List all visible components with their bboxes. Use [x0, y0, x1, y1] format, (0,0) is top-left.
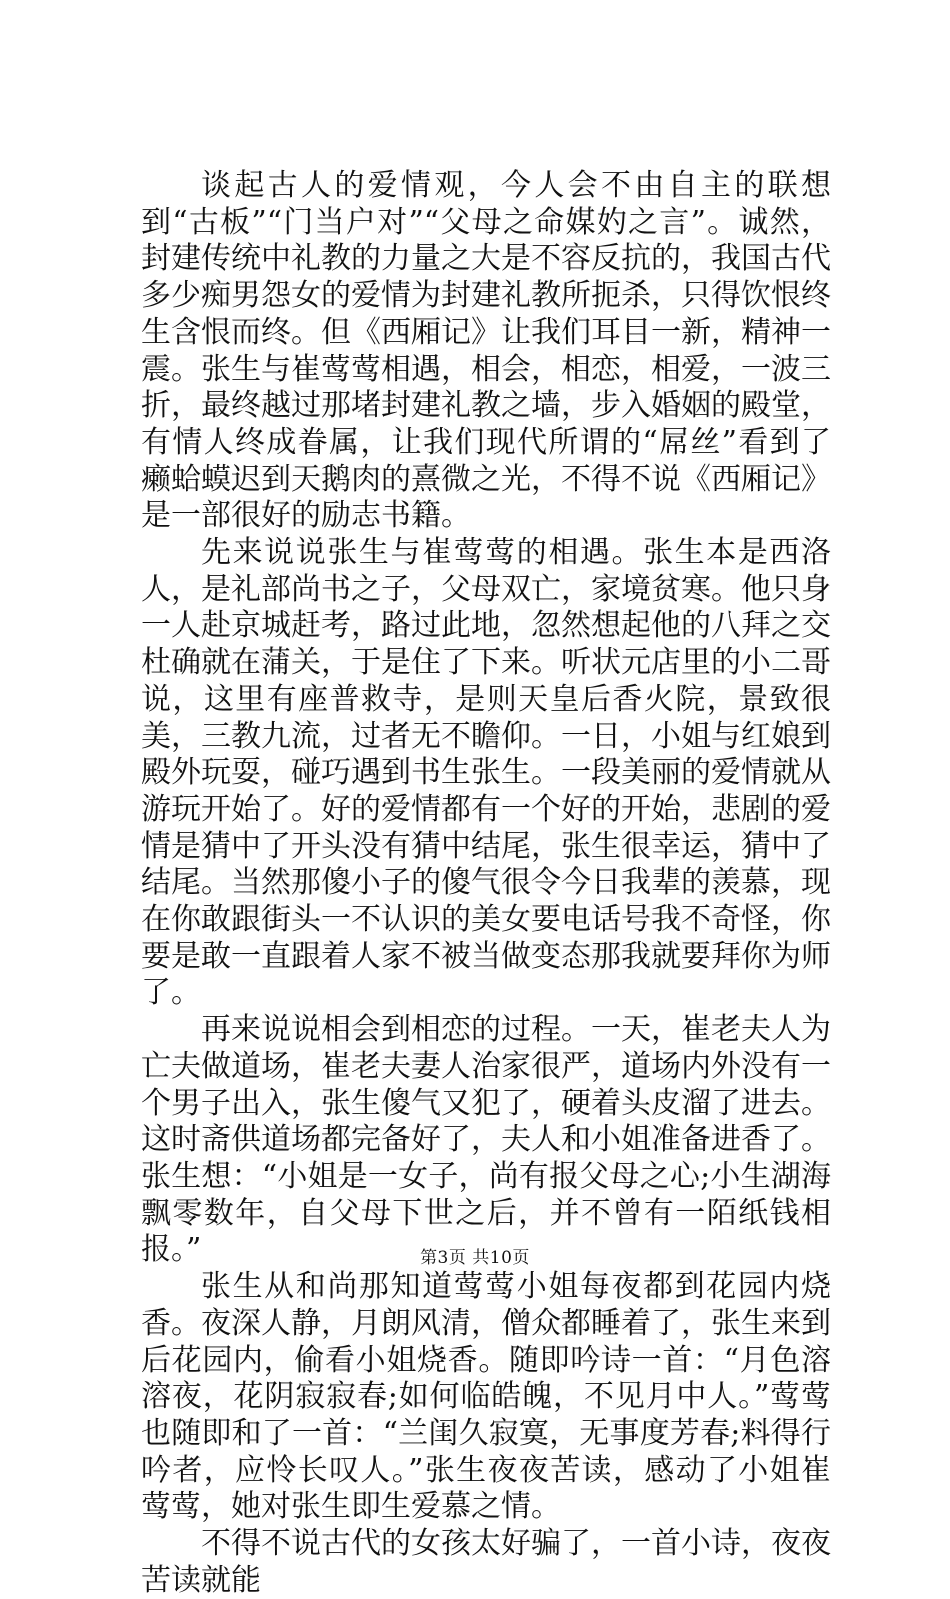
paragraph-intro: 谈起古人的爱情观，今人会不由自主的联想到“古板”“门当户对”“父母之命媒妁之言”。诚然，封建传统中礼教的力量之大是不容反抗的，我国古代多少痴男怨女的爱情为封建礼教所扼杀，只得饮恨终生含恨而终。但《西厢记》让我们耳目一新，精神一震。张生与崔莺莺相遇，相会，相恋，相爱，一波三折，最终越过那堵封建礼教之墙，步入婚姻的殿堂，有情人终成眷属，让我们现代所谓的“屌丝”看到了癞蛤蟆迟到天鹅肉的熹微之光，不得不说《西厢记》是一部很好的励志书籍。: [141, 168, 831, 534]
paragraph-comment: 不得不说古代的女孩太好骗了，一首小诗，夜夜苦读就能: [141, 1526, 831, 1598]
page-number-footer: 第3页 共10页: [420, 1248, 530, 1268]
paragraph-poems: 张生从和尚那知道莺莺小姐每夜都到花园内烧香。夜深人静，月朗风清，僧众都睡着了，张生来到后花园内，偷看小姐烧香。随即吟诗一首：“月色溶溶夜，花阴寂寂春;如何临皓魄，不见月中人。”莺莺也随即和了一首：“兰闺久寂寞，无事度芳春;料得行吟者，应怜长叹人。”张生夜夜苦读，感动了小姐崔莺莺，她对张生即生爱慕之情。: [141, 1269, 831, 1525]
paragraph-courtship: 再来说说相会到相恋的过程。一天，崔老夫人为亡夫做道场，崔老夫妻人治家很严，道场内外没有一个男子出入，张生傻气又犯了，硬着头皮溜了进去。这时斋供道场都完备好了，夫人和小姐准备进香了。张生想：“小姐是一女子，尚有报父母之心;小生湖海飘零数年，自父母下世之后，并不曾有一陌纸钱相报。”: [141, 1012, 831, 1268]
paragraph-meeting: 先来说说张生与崔莺莺的相遇。张生本是西洛人，是礼部尚书之子，父母双亡，家境贫寒。他只身一人赴京城赶考，路过此地，忽然想起他的八拜之交杜确就在蒲关，于是住了下来。听状元店里的小二哥说，这里有座普救寺，是则天皇后香火院，景致很美，三教九流，过者无不瞻仰。一日，小姐与红娘到殿外玩耍，碰巧遇到书生张生。一段美丽的爱情就从游玩开始了。好的爱情都有一个好的开始，悲剧的爱情是猜中了开头没有猜中结尾，张生很幸运，猜中了结尾。当然那傻小子的傻气很令今日我辈的羡慕，现在你敢跟街头一不认识的美女要电话号我不奇怪，你要是敢一直跟着人家不被当做变态那我就要拜你为师了。: [141, 535, 831, 1011]
document-body: [141, 168, 831, 1599]
